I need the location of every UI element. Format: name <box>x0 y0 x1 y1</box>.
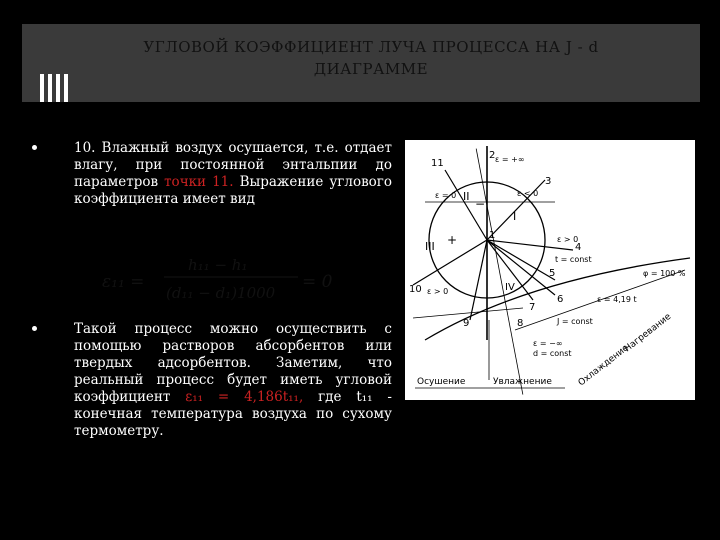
label-drying: Осушение <box>417 377 466 387</box>
title-bar <box>22 24 700 102</box>
jd-diagram <box>405 140 695 400</box>
label-n7: 7 <box>529 302 536 313</box>
formula-denominator: (d₁₁ − d₁)1000 <box>166 284 276 302</box>
label-wetting: Увлажнение <box>493 377 552 387</box>
label-n2: 2 <box>489 150 496 161</box>
bullet-paragraph-1 <box>32 140 392 208</box>
label-eps-inf: ε = +∞ <box>495 155 525 164</box>
label-t-const: t = const <box>555 255 592 264</box>
label-n6: 6 <box>557 294 564 305</box>
slide-title <box>82 36 660 80</box>
bullet-icon <box>32 326 37 331</box>
formula-lhs: ε₁₁ = <box>102 272 145 292</box>
label-n8: 8 <box>517 318 524 329</box>
label-eps-zero: ε = 0 <box>435 191 457 200</box>
label-roman3: III <box>425 240 435 253</box>
epsilon-formula <box>100 252 340 306</box>
label-n10: 10 <box>409 284 422 295</box>
label-eps-minus-inf: ε = −∞ <box>533 339 563 348</box>
label-heating: Нагревание <box>622 311 674 355</box>
label-j-const: J = const <box>557 317 593 326</box>
label-eps-lt0: ε < 0 <box>517 189 539 198</box>
label-eps-value: ε = 4,19 t <box>597 295 637 304</box>
title-decoration-icon <box>40 74 70 102</box>
paragraph-2-text: Такой процесс можно осуществить с помощью растворов абсорбентов или твердых адсорбентов. Заметим, что реальный процесс будет иметь угловой коэффициент ε₁₁ = 4,186t₁₁, где t₁₁ - конечная температура воздуха по сухому термометру. <box>74 321 392 439</box>
label-phi: φ = 100 % <box>643 269 686 278</box>
label-roman2: II <box>463 190 470 203</box>
bullet-paragraph-2 <box>32 321 392 440</box>
label-n3: 3 <box>545 176 552 187</box>
label-roman4: IV <box>505 282 515 293</box>
label-n11: 11 <box>431 158 444 169</box>
paragraph-1-text: 10. Влажный воздух осушается, т.е. отдает влагу, при постоянной энтальпии до параметров точки 11. Выражение углового коэффициента имеет вид <box>74 140 392 207</box>
bullet-icon <box>32 145 37 150</box>
label-eps-zero-right: ε > 0 <box>427 287 449 296</box>
label-eps-zero-up: ε > 0 <box>557 235 579 244</box>
label-plus: + <box>447 233 458 247</box>
title-line-1: УГЛОВОЙ КОЭФФИЦИЕНТ ЛУЧА ПРОЦЕССА НА J - d <box>143 38 599 56</box>
label-d-const: d = const <box>533 349 572 358</box>
inline-formula: ε₁₁ = 4,186t₁₁, <box>185 389 304 405</box>
label-roman1: I <box>513 210 517 223</box>
label-n5: 5 <box>549 268 556 279</box>
label-n4: 4 <box>575 242 582 253</box>
label-minus: − <box>475 197 486 211</box>
formula-rhs: = 0 <box>302 272 333 292</box>
label-n9: 9 <box>463 318 470 329</box>
label-n1: 1 <box>489 230 496 241</box>
formula-numerator: h₁₁ − h₁ <box>188 256 248 274</box>
label-cooling: Охлаждение <box>576 343 631 389</box>
point-11-reference: точки 11. <box>164 174 234 190</box>
title-line-2: ДИАГРАММЕ <box>313 60 429 78</box>
